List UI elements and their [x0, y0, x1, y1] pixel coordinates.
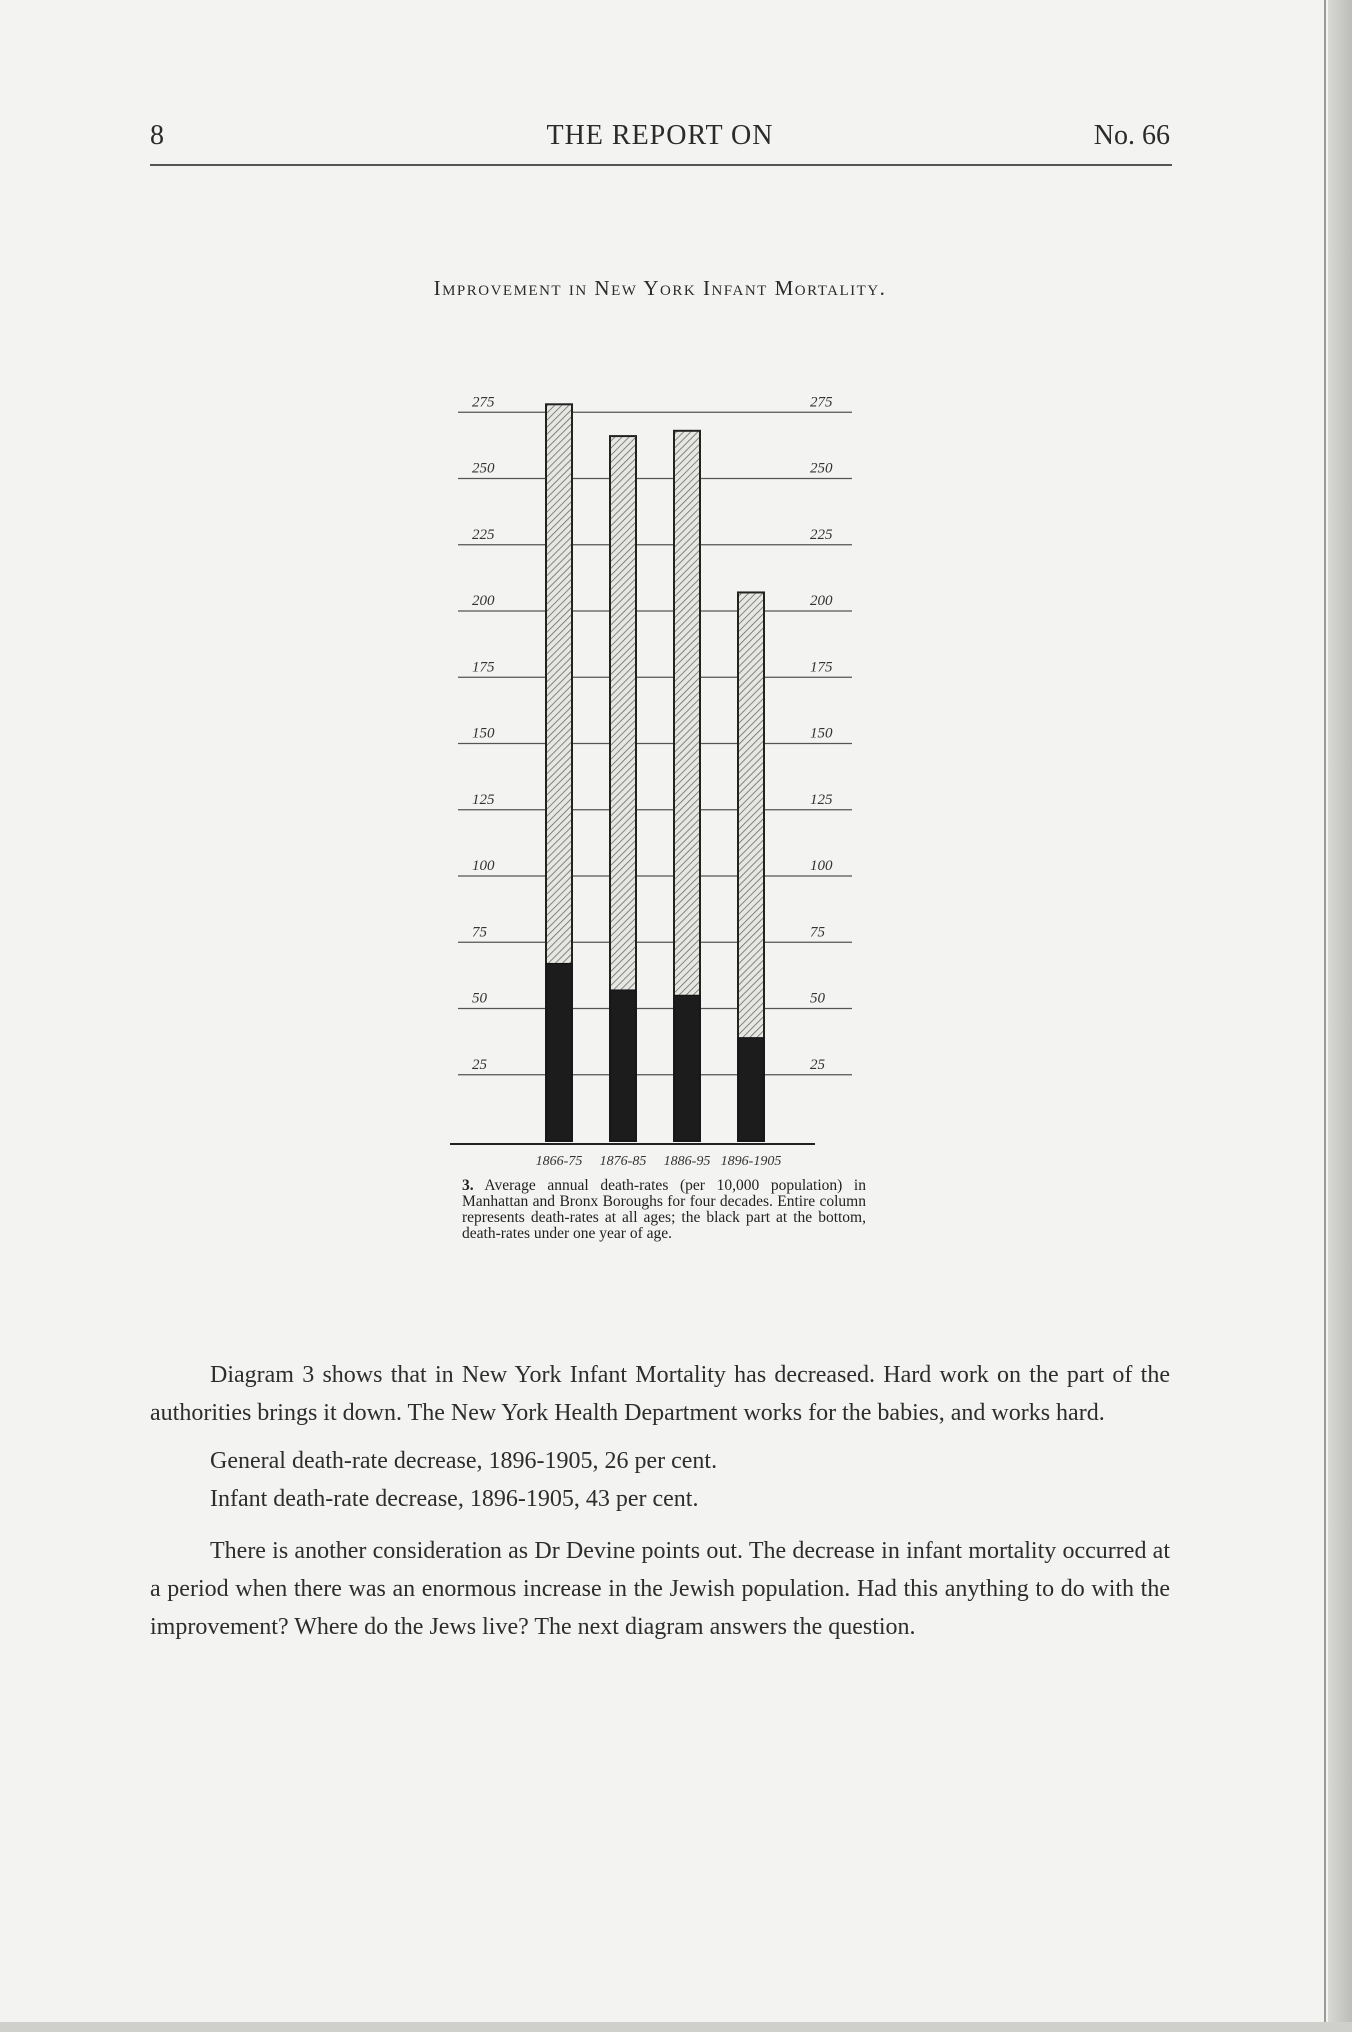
y-tick-label-left: 200 — [472, 593, 495, 609]
page-fold-line — [1324, 0, 1326, 2032]
tick-labels — [472, 394, 833, 1073]
paragraph: There is another consideration as Dr Devine points out. The decrease in infant mortality occurred at a period when there was an enormous increase in the Jewish population. Had this anything to do with the improvement? Where do the Jews live? The next diagram answers the question. — [150, 1538, 1170, 1640]
y-tick-label-left: 125 — [472, 791, 495, 808]
y-tick-label-left: 175 — [472, 659, 495, 676]
y-tick-label-right: 225 — [810, 526, 833, 543]
figure-caption — [462, 1178, 866, 1242]
category-label: 1876-85 — [599, 1154, 647, 1165]
page-edge — [1328, 0, 1352, 2032]
category-label: 1866-75 — [535, 1154, 583, 1165]
y-tick-label-left: 100 — [472, 858, 495, 874]
y-tick-label-right: 75 — [810, 924, 825, 941]
category-label: 1886-95 — [663, 1154, 711, 1165]
y-tick-label-right: 275 — [810, 394, 833, 411]
running-title: THE REPORT ON — [546, 120, 774, 151]
y-tick-label-right: 150 — [810, 725, 833, 742]
y-tick-label-left: 75 — [472, 924, 487, 941]
header-rule — [150, 164, 1172, 166]
y-tick-label-right: 50 — [810, 990, 825, 1007]
running-header — [150, 120, 1170, 160]
y-tick-label-left: 150 — [472, 725, 495, 742]
y-tick-label-left: 25 — [472, 1056, 487, 1073]
body-text — [150, 1356, 1170, 1656]
y-tick-label-left: 50 — [472, 990, 487, 1007]
caption-text: Average annual death-rates (per 10,000 population) in Manhattan and Bronx Boroughs for four decades. Entire column represents death-rates at all ages; the black part at the bottom, death-rates under one year of age. — [462, 1177, 866, 1242]
y-tick-label-right: 100 — [810, 858, 833, 874]
y-tick-label-left: 225 — [472, 526, 495, 543]
y-tick-label-right: 125 — [810, 791, 833, 808]
bar-infant — [546, 963, 572, 1141]
figure-title: Improvement in New York Infant Mortality. — [433, 276, 887, 300]
paragraph: Diagram 3 shows that in New York Infant Mortality has decreased. Hard work on the part of the authorities brings it down. The New York Health Department works for the babies, and works hard. — [150, 1362, 1170, 1426]
death-rate-bar-chart — [440, 385, 880, 1165]
category-label: 1896-1905 — [720, 1154, 782, 1165]
page-bottom-edge — [0, 2022, 1352, 2032]
bar-infant — [610, 990, 636, 1141]
category-labels — [536, 1154, 782, 1165]
bar-infant — [738, 1038, 764, 1141]
y-tick-label-right: 175 — [810, 659, 833, 676]
issue-number: No. 66 — [1093, 120, 1170, 151]
statistic-line: General death-rate decrease, 1896-1905, 26 per cent. — [210, 1448, 718, 1474]
y-tick-label-right: 250 — [810, 460, 833, 477]
bars — [546, 404, 764, 1141]
y-tick-label-left: 250 — [472, 460, 495, 477]
gridlines — [458, 412, 852, 1075]
y-tick-label-right: 25 — [810, 1056, 825, 1073]
y-tick-label-right: 200 — [810, 593, 833, 609]
bar-infant — [674, 995, 700, 1141]
statistic-line: Infant death-rate decrease, 1896-1905, 43 per cent. — [210, 1486, 699, 1512]
page-number: 8 — [150, 120, 164, 151]
y-tick-label-left: 275 — [472, 394, 495, 411]
caption-number: 3. — [462, 1177, 474, 1194]
